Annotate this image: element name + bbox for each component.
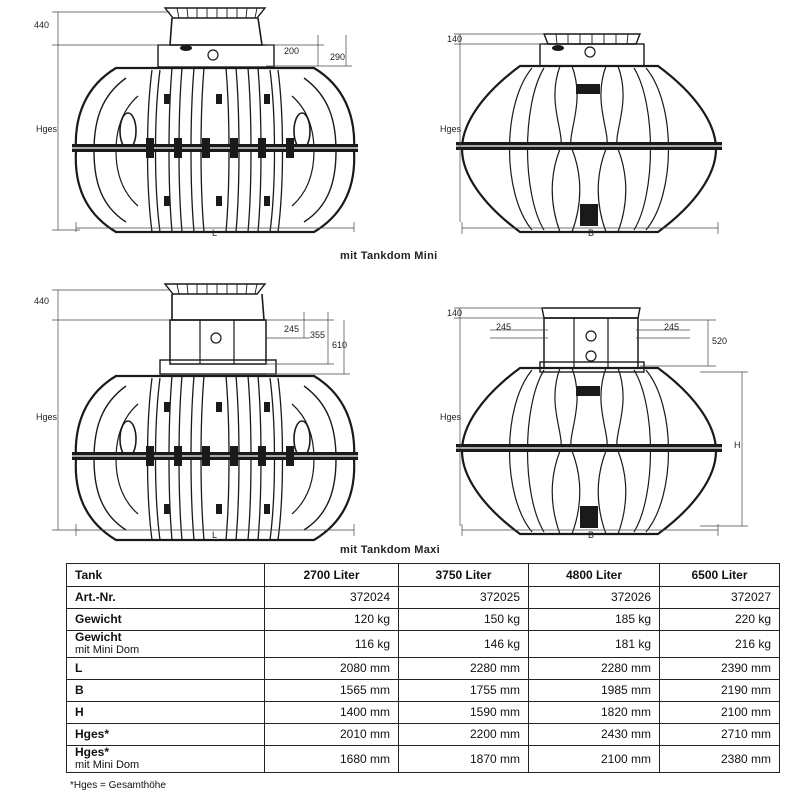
cell: 2200 mm — [399, 724, 529, 746]
cell: 372027 — [660, 587, 780, 609]
cell: 1870 mm — [399, 746, 529, 773]
cell: 2080 mm — [265, 658, 399, 680]
header-tank: Tank — [67, 564, 265, 587]
row-label: Hges* — [67, 724, 265, 746]
maxi-front-dim-top: 140 — [447, 308, 463, 318]
table-row — [67, 680, 780, 702]
maxi-front-height-label: Hges — [440, 412, 462, 422]
cell: 1985 mm — [529, 680, 660, 702]
cell: 2710 mm — [660, 724, 780, 746]
cell: 372026 — [529, 587, 660, 609]
row-label: H — [67, 702, 265, 724]
table-row — [67, 631, 780, 658]
cell: 150 kg — [399, 609, 529, 631]
cell: 372024 — [265, 587, 399, 609]
cell: 181 kg — [529, 631, 660, 658]
cell: 2190 mm — [660, 680, 780, 702]
table-row — [67, 658, 780, 680]
maxi-side-height-label: Hges — [36, 412, 58, 422]
maxi-front-h-label: H — [734, 440, 741, 450]
mini-side-dim-a: 200 — [284, 46, 300, 56]
cell: 2380 mm — [660, 746, 780, 773]
mini-side-view — [34, 8, 360, 238]
mini-front-height-label: Hges — [440, 124, 462, 134]
cell: 2100 mm — [529, 746, 660, 773]
cell: 2010 mm — [265, 724, 399, 746]
cell: 2100 mm — [660, 702, 780, 724]
cell: 116 kg — [265, 631, 399, 658]
table-row — [67, 609, 780, 631]
mini-side-dim-top: 440 — [34, 20, 50, 30]
maxi-front-dim-c: 520 — [712, 336, 728, 346]
maxi-side-dim-top: 440 — [34, 296, 50, 306]
header-3750: 3750 Liter — [399, 564, 529, 587]
cell: 2390 mm — [660, 658, 780, 680]
header-2700: 2700 Liter — [265, 564, 399, 587]
row-sublabel: mit Mini Dom — [75, 759, 140, 771]
row-label: B — [67, 680, 265, 702]
maxi-side-view — [34, 284, 360, 540]
header-6500: 6500 Liter — [660, 564, 780, 587]
maxi-side-length-label: L — [212, 530, 218, 540]
mini-front-dim-top: 140 — [447, 34, 463, 44]
cell: 1400 mm — [265, 702, 399, 724]
table-header-row — [67, 564, 780, 587]
cell: 2280 mm — [399, 658, 529, 680]
mini-front-width-label: B — [588, 228, 595, 238]
mini-front-view — [440, 34, 724, 238]
maxi-front-dim-right: 245 — [664, 322, 680, 332]
header-4800: 4800 Liter — [529, 564, 660, 587]
maxi-side-dim-a: 245 — [284, 324, 300, 334]
cell: 1680 mm — [265, 746, 399, 773]
maxi-side-dim-b: 355 — [310, 330, 326, 340]
table-row — [67, 702, 780, 724]
row-label: L — [67, 658, 265, 680]
footnote: *Hges = Gesamthöhe — [70, 780, 166, 791]
mini-side-length-label: L — [212, 228, 218, 238]
cell: 1590 mm — [399, 702, 529, 724]
row-sublabel: mit Mini Dom — [75, 644, 140, 656]
cell: 1755 mm — [399, 680, 529, 702]
cell: 146 kg — [399, 631, 529, 658]
spec-table — [66, 563, 780, 773]
mini-caption: mit Tankdom Mini — [340, 250, 438, 262]
maxi-side-dim-c: 610 — [332, 340, 348, 350]
table-row — [67, 724, 780, 746]
maxi-front-dim-left: 245 — [496, 322, 512, 332]
table-row — [67, 746, 780, 773]
row-label: Art.-Nr. — [67, 587, 265, 609]
maxi-front-width-label: B — [588, 530, 595, 540]
cell: 372025 — [399, 587, 529, 609]
mini-side-height-label: Hges — [36, 124, 58, 134]
row-label: Gewicht mit Mini Dom — [67, 631, 265, 658]
cell: 1565 mm — [265, 680, 399, 702]
row-label: Hges* mit Mini Dom — [67, 746, 265, 773]
row-label: Gewicht — [67, 609, 265, 631]
cell: 2430 mm — [529, 724, 660, 746]
maxi-caption: mit Tankdom Maxi — [340, 544, 440, 556]
table-row — [67, 587, 780, 609]
cell: 120 kg — [265, 609, 399, 631]
cell: 2280 mm — [529, 658, 660, 680]
cell: 185 kg — [529, 609, 660, 631]
cell: 1820 mm — [529, 702, 660, 724]
mini-side-dim-b: 290 — [330, 52, 346, 62]
maxi-front-view — [440, 308, 748, 540]
cell: 216 kg — [660, 631, 780, 658]
cell: 220 kg — [660, 609, 780, 631]
